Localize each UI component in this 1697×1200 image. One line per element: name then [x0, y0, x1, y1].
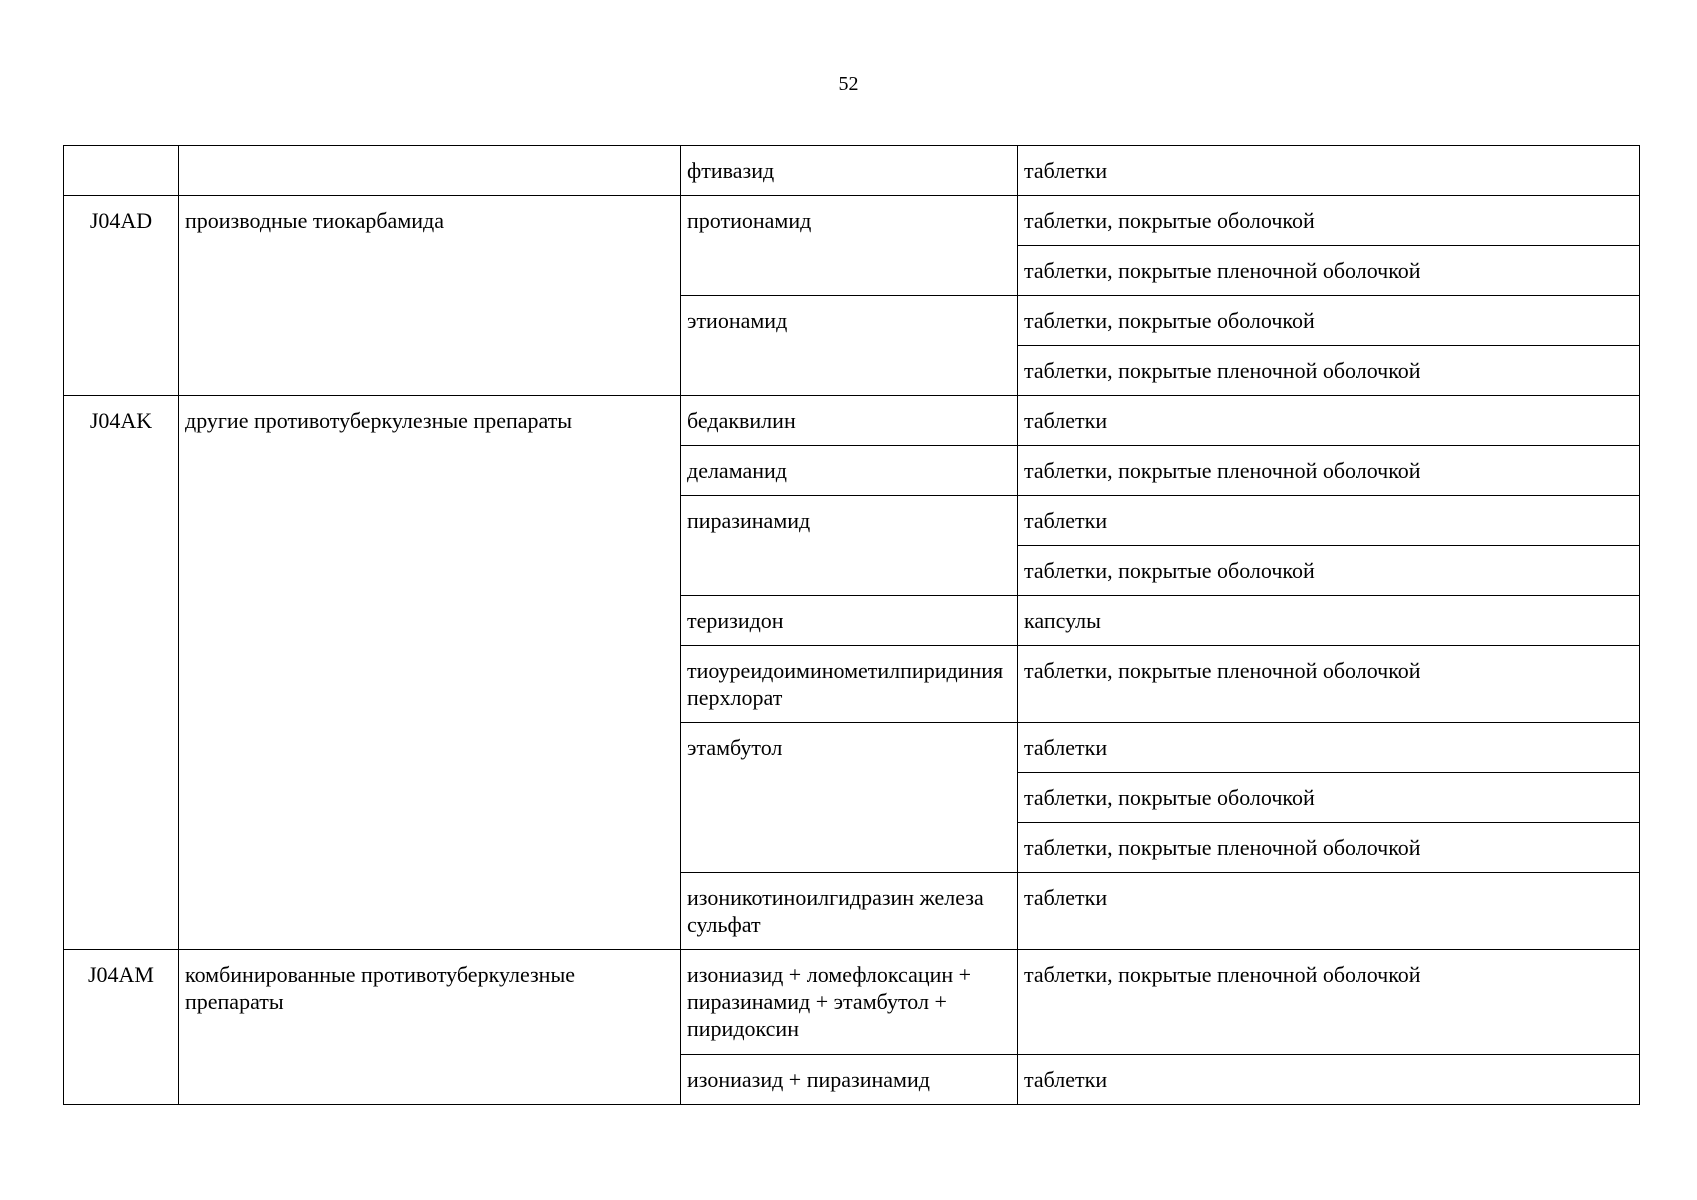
table-row	[64, 146, 1640, 196]
group-cell: другие противотуберкулезные препараты	[179, 396, 681, 950]
dosage-form-cell: таблетки, покрытые оболочкой	[1018, 296, 1640, 346]
drug-name-cell: тиоуреидоиминометилпиридиния перхлорат	[681, 646, 1018, 723]
drug-name-cell: фтивазид	[681, 146, 1018, 196]
atc-code-cell	[64, 146, 179, 196]
table-row	[64, 196, 1640, 246]
dosage-form-cell: таблетки, покрытые пленочной оболочкой	[1018, 950, 1640, 1055]
dosage-form-cell: таблетки	[1018, 873, 1640, 950]
dosage-form-cell: таблетки, покрытые оболочкой	[1018, 773, 1640, 823]
atc-code-cell: J04AM	[64, 950, 179, 1105]
atc-code-cell: J04AD	[64, 196, 179, 396]
drug-name-cell: пиразинамид	[681, 496, 1018, 596]
table-row	[64, 396, 1640, 446]
page-number: 52	[838, 73, 859, 95]
dosage-form-cell: таблетки	[1018, 723, 1640, 773]
drug-name-cell: этамбутол	[681, 723, 1018, 873]
dosage-form-cell: таблетки	[1018, 396, 1640, 446]
group-cell: комбинированные противотуберкулезные препараты	[179, 950, 681, 1105]
dosage-form-cell: таблетки, покрытые пленочной оболочкой	[1018, 823, 1640, 873]
group-cell	[179, 146, 681, 196]
drug-name-cell: деламанид	[681, 446, 1018, 496]
dosage-form-cell: таблетки, покрытые оболочкой	[1018, 546, 1640, 596]
dosage-form-cell: таблетки, покрытые пленочной оболочкой	[1018, 246, 1640, 296]
table-row	[64, 950, 1640, 1055]
dosage-form-cell: таблетки	[1018, 1055, 1640, 1105]
dosage-form-cell: таблетки	[1018, 146, 1640, 196]
drug-name-cell: теризидон	[681, 596, 1018, 646]
drug-name-cell: изониазид + пиразинамид	[681, 1055, 1018, 1105]
group-cell: производные тиокарбамида	[179, 196, 681, 396]
dosage-form-cell: таблетки, покрытые оболочкой	[1018, 196, 1640, 246]
drug-name-cell: этионамид	[681, 296, 1018, 396]
dosage-form-cell: таблетки, покрытые пленочной оболочкой	[1018, 346, 1640, 396]
dosage-form-cell: таблетки	[1018, 496, 1640, 546]
drug-name-cell: бедаквилин	[681, 396, 1018, 446]
drug-name-cell: изониазид + ломефлоксацин + пиразинамид + этамбутол + пиридоксин	[681, 950, 1018, 1055]
dosage-form-cell: таблетки, покрытые пленочной оболочкой	[1018, 446, 1640, 496]
dosage-form-cell: капсулы	[1018, 596, 1640, 646]
drug-name-cell: протионамид	[681, 196, 1018, 296]
drug-name-cell: изоникотиноилгидразин железа сульфат	[681, 873, 1018, 950]
medication-table	[63, 145, 1640, 1105]
atc-code-cell: J04AK	[64, 396, 179, 950]
dosage-form-cell: таблетки, покрытые пленочной оболочкой	[1018, 646, 1640, 723]
